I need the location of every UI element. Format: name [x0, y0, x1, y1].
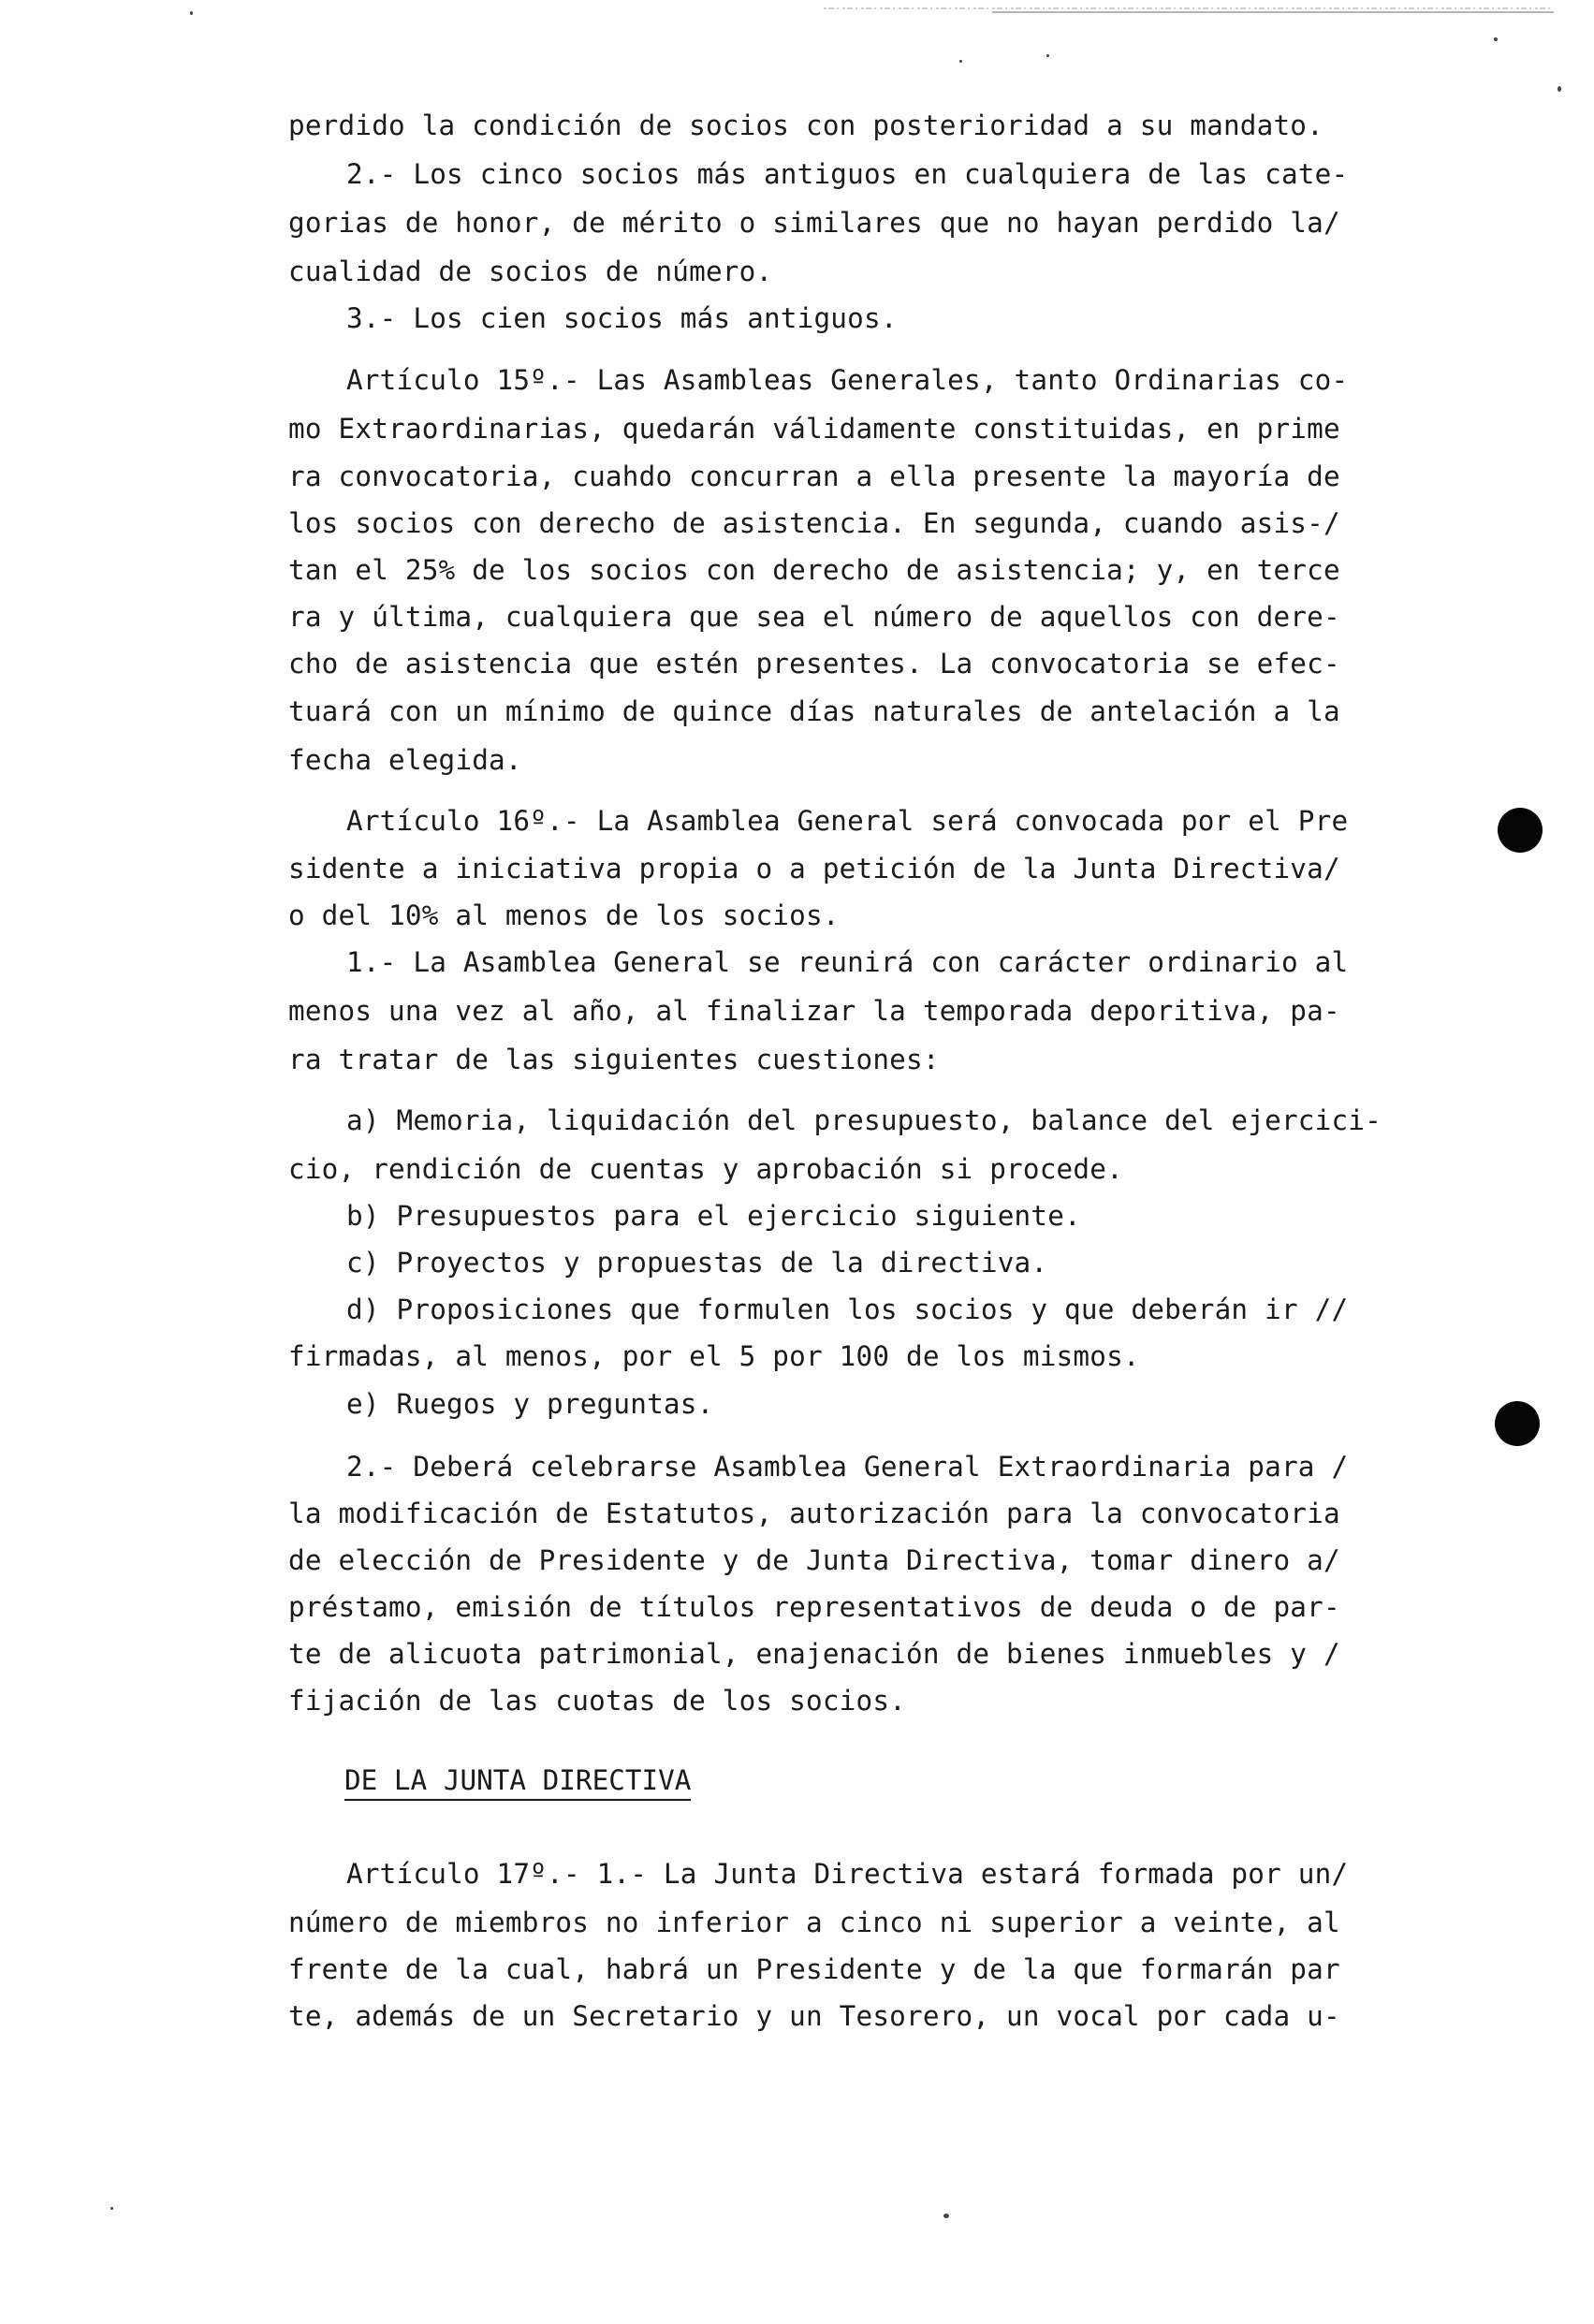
text-line: d) Proposiciones que formulen los socios y que deberán ir //: [346, 1294, 1349, 1325]
text-line: tan el 25% de los socios con derecho de asistencia; y, en terce: [288, 554, 1340, 586]
text-line: cho de asistencia que estén presentes. La convocatoria se efec-: [288, 648, 1340, 680]
dust-speck: [943, 2214, 949, 2218]
text-line: frente de la cual, habrá un Presidente y de la que formarán par: [288, 1953, 1340, 1985]
text-line: ra tratar de las siguientes cuestiones:: [288, 1044, 940, 1075]
text-line: Artículo 17º.- 1.- La Junta Directiva estará formada por un/: [346, 1858, 1349, 1890]
text-line: firmadas, al menos, por el 5 por 100 de los mismos.: [288, 1340, 1140, 1372]
text-line: los socios con derecho de asistencia. En segunda, cuando asis-/: [288, 507, 1340, 539]
text-line: a) Memoria, liquidación del presupuesto, balance del ejercici-: [346, 1104, 1382, 1136]
text-line: 1.- La Asamblea General se reunirá con carácter ordinario al: [346, 946, 1349, 978]
dust-speck: [959, 60, 962, 63]
dust-speck: [1046, 54, 1049, 57]
text-line: tuará con un mínimo de quince días naturales de antelación a la: [288, 695, 1340, 727]
punch-hole: [1498, 808, 1543, 853]
text-line: fecha elegida.: [288, 744, 522, 776]
text-line: 2.- Los cinco socios más antiguos en cualquiera de las cate-: [346, 158, 1349, 190]
dust-speck: [110, 2207, 113, 2210]
text-line: te, además de un Secretario y un Tesorero, un vocal por cada u-: [288, 2000, 1340, 2032]
text-line: ra y última, cualquiera que sea el número de aquellos con dere-: [288, 601, 1340, 633]
text-line: b) Presupuestos para el ejercicio siguiente.: [346, 1200, 1081, 1232]
scan-edge-noise: [824, 0, 1554, 17]
text-line: préstamo, emisión de títulos representativos de deuda o de par-: [288, 1591, 1340, 1623]
dust-speck: [1557, 86, 1561, 92]
text-line: e) Ruegos y preguntas.: [346, 1388, 714, 1420]
text-line: cio, rendición de cuentas y aprobación si procede.: [288, 1153, 1123, 1185]
text-line: fijación de las cuotas de los socios.: [288, 1685, 907, 1717]
text-line: te de alicuota patrimonial, enajenación de bienes inmuebles y /: [288, 1638, 1340, 1670]
text-line: cualidad de socios de número.: [288, 256, 773, 287]
text-line: 2.- Deberá celebrarse Asamblea General Extraordinaria para /: [346, 1451, 1349, 1483]
text-line: gorias de honor, de mérito o similares que no hayan perdido la/: [288, 207, 1340, 239]
dust-speck: [1494, 37, 1498, 41]
text-line: de elección de Presidente y de Junta Directiva, tomar dinero a/: [288, 1544, 1340, 1576]
text-line: o del 10% al menos de los socios.: [288, 899, 840, 931]
text-line: Artículo 16º.- La Asamblea General será convocada por el Pre: [346, 805, 1349, 837]
text-line: mo Extraordinarias, quedarán válidamente constituidas, en prime: [288, 413, 1340, 445]
text-line: perdido la condición de socios con posterioridad a su mandato.: [288, 110, 1323, 141]
text-line: menos una vez al año, al finalizar la temporada deporitiva, pa-: [288, 995, 1340, 1027]
text-line: ra convocatoria, cuahdo concurran a ella presente la mayoría de: [288, 460, 1340, 492]
text-line: 3.- Los cien socios más antiguos.: [346, 302, 898, 334]
text-line: sidente a iniciativa propia o a petición de la Junta Directiva/: [288, 853, 1340, 884]
text-line: la modificación de Estatutos, autorización para la convocatoria: [288, 1498, 1340, 1529]
text-line: c) Proyectos y propuestas de la directiva.: [346, 1247, 1048, 1279]
text-line: Artículo 15º.- Las Asambleas Generales, tanto Ordinarias co-: [346, 364, 1349, 396]
text-line: número de miembros no inferior a cinco ni superior a veinte, al: [288, 1907, 1340, 1938]
section-heading: DE LA JUNTA DIRECTIVA: [344, 1761, 691, 1801]
punch-hole: [1495, 1401, 1540, 1446]
dust-speck: [190, 11, 193, 15]
